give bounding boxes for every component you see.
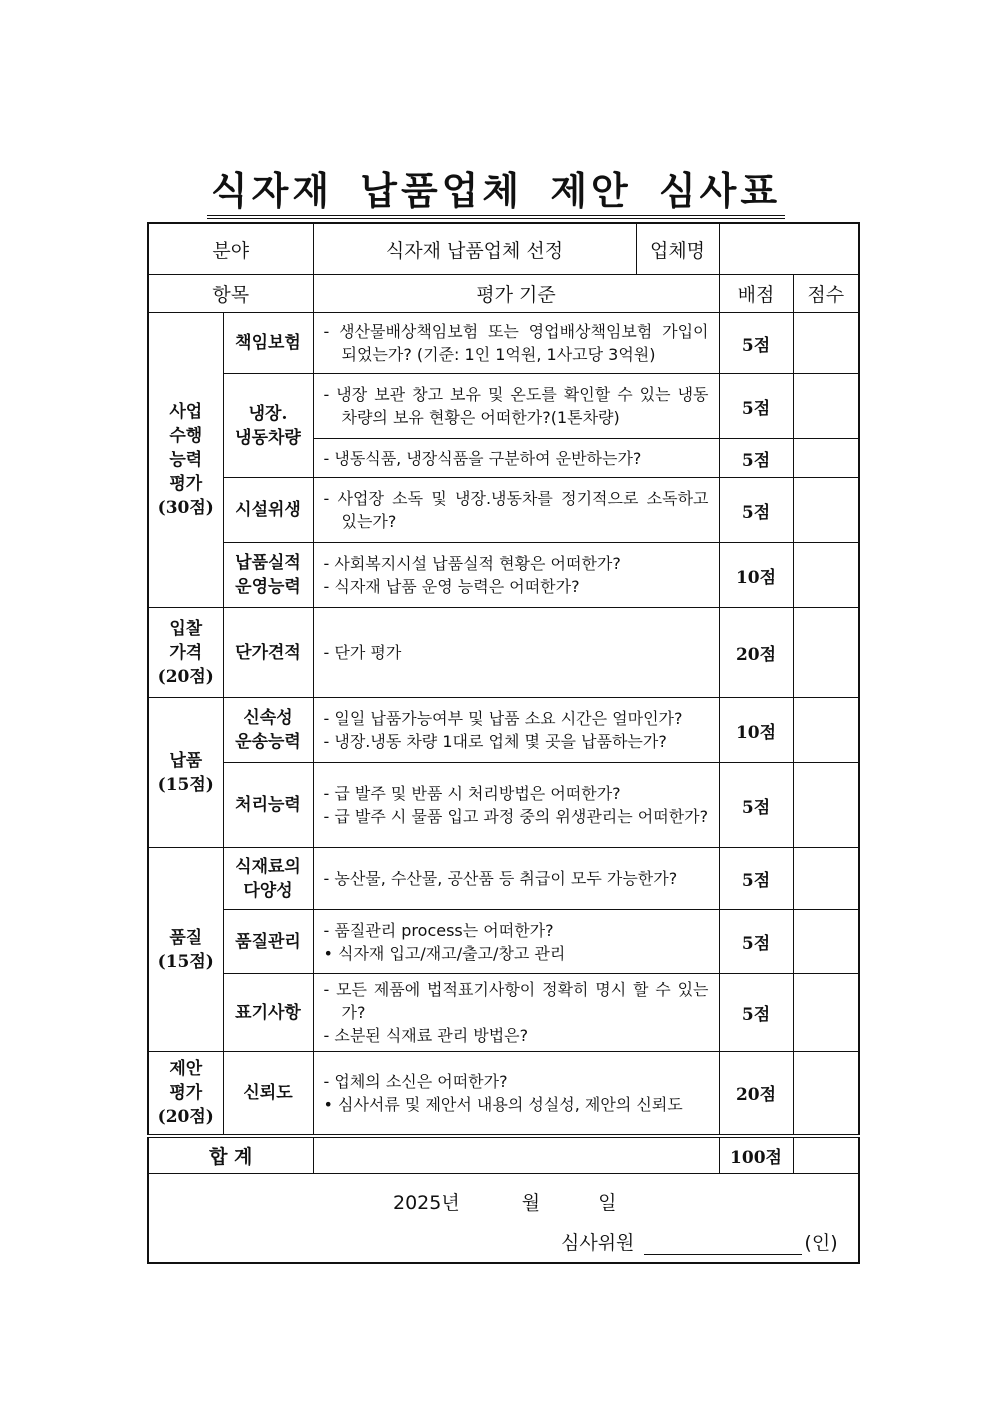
criteria-line: - 모든 제품에 법적표기사항이 정확히 명시 할 수 있는가? xyxy=(323,980,709,1022)
criteria-cell xyxy=(313,910,719,974)
col-item-header: 항목 xyxy=(148,275,313,313)
field-label: 분야 xyxy=(148,223,313,275)
column-header-row xyxy=(148,275,859,313)
table-row xyxy=(148,974,859,1052)
allocation-cell: 5점 xyxy=(719,439,793,478)
criteria-line: - 생산물배상책임보험 또는 영업배상책임보험 가입이 되었는가? (기준: 1인 1억원, 1사고당 3억원) xyxy=(323,322,709,364)
table-row xyxy=(148,1052,859,1136)
header-row xyxy=(148,223,859,275)
total-empty xyxy=(313,1136,719,1174)
allocation-cell: 10점 xyxy=(719,698,793,763)
score-input-cell[interactable] xyxy=(793,478,859,543)
item-name-line: 표기사항 xyxy=(235,1002,301,1023)
criteria-line: - 냉동식품, 냉장식품을 구분하여 운반하는가? xyxy=(323,448,642,468)
item-name-cell xyxy=(223,698,313,763)
score-input-cell[interactable] xyxy=(793,439,859,478)
item-name-line: 운영능력 xyxy=(235,577,301,597)
item-name-cell xyxy=(223,608,313,698)
document-title-text: 식자재 납품업체 제안 심사표 xyxy=(207,168,785,219)
item-name-cell xyxy=(223,848,313,910)
criteria-cell xyxy=(313,608,719,698)
criteria-cell xyxy=(313,439,719,478)
reviewer-label: 심사위원 xyxy=(561,1232,635,1254)
criteria-line: - 소분된 식재료 관리 방법은? xyxy=(323,1026,529,1045)
document-title xyxy=(0,160,992,215)
criteria-line: - 일일 납품가능여부 및 납품 소요 시간은 얼마인가? xyxy=(323,709,683,728)
company-label: 업체명 xyxy=(636,224,719,274)
criteria-cell xyxy=(313,974,719,1052)
table-row xyxy=(148,848,859,910)
criteria-cell xyxy=(313,698,719,763)
item-name-cell xyxy=(223,974,313,1052)
col-allocation-header: 배점 xyxy=(719,275,793,313)
criteria-cell xyxy=(313,478,719,543)
category-label-line: (30점) xyxy=(157,498,214,518)
category-label-line: 입찰 xyxy=(169,618,203,639)
score-input-cell[interactable] xyxy=(793,374,859,439)
item-name-cell xyxy=(223,478,313,543)
col-score-header: 점수 xyxy=(793,275,859,313)
criteria-line: - 업체의 소신은 어떠한가? xyxy=(323,1071,508,1091)
table-row xyxy=(148,608,859,698)
item-name-line: 신속성 xyxy=(243,708,293,728)
category-label-line: 평가 xyxy=(169,474,203,494)
company-name-field[interactable] xyxy=(719,223,859,275)
allocation-cell: 5점 xyxy=(719,848,793,910)
criteria-cell xyxy=(313,763,719,848)
criteria-cell xyxy=(313,543,719,608)
score-input-cell[interactable] xyxy=(793,763,859,848)
total-allocation: 100점 xyxy=(719,1136,793,1174)
category-cell xyxy=(148,1052,223,1136)
criteria-cell xyxy=(313,374,719,439)
item-name-cell xyxy=(223,1052,313,1136)
item-name-line: 책임보험 xyxy=(235,333,301,353)
total-score-input[interactable] xyxy=(793,1136,859,1174)
table-row xyxy=(148,543,859,608)
item-name-cell xyxy=(223,910,313,974)
category-label-line: 수행 xyxy=(169,426,203,446)
category-label-line: 납품 xyxy=(169,750,203,771)
category-label-line: 제안 xyxy=(169,1058,203,1079)
criteria-line: - 품질관리 process는 어떠한가? xyxy=(323,920,554,940)
table-row xyxy=(148,313,859,374)
criteria-line: - 급 발주 시 물품 입고 과정 중의 위생관리는 어떠한가? xyxy=(323,807,709,826)
allocation-cell: 5점 xyxy=(719,478,793,543)
allocation-cell: 5점 xyxy=(719,374,793,439)
item-name-line: 납품실적 xyxy=(235,553,301,573)
category-label-line: 가격 xyxy=(169,642,203,663)
item-name-cell xyxy=(223,763,313,848)
score-input-cell[interactable] xyxy=(793,698,859,763)
item-name-line: 냉장. xyxy=(248,403,288,424)
category-cell xyxy=(148,698,223,848)
criteria-cell xyxy=(313,848,719,910)
date-day[interactable]: 일 xyxy=(598,1192,617,1214)
criteria-line: - 냉장.냉동 차량 1대로 업체 몇 곳을 납품하는가? xyxy=(323,732,667,751)
item-name-line: 단가견적 xyxy=(235,642,301,663)
criteria-line: - 농산물, 수산물, 공산품 등 취급이 모두 가능한가? xyxy=(323,869,678,888)
signature-line xyxy=(561,1228,838,1255)
item-name-cell xyxy=(223,374,313,478)
field-value: 식자재 납품업체 선정 xyxy=(385,239,564,262)
allocation-cell: 5점 xyxy=(719,313,793,374)
score-input-cell[interactable] xyxy=(793,543,859,608)
category-label-line: (15점) xyxy=(157,774,214,795)
allocation-cell: 5점 xyxy=(719,974,793,1052)
criteria-line: • 심사서류 및 제안서 내용의 성실성, 제안의 신뢰도 xyxy=(323,1094,683,1114)
item-name-line: 식재료의 xyxy=(235,856,301,877)
score-input-cell[interactable] xyxy=(793,910,859,974)
score-input-cell[interactable] xyxy=(793,848,859,910)
total-label: 합 계 xyxy=(148,1136,313,1174)
footer-row xyxy=(148,1174,859,1264)
total-row xyxy=(148,1136,859,1174)
criteria-line: - 사업장 소독 및 냉장.냉동차를 정기적으로 소독하고 있는가? xyxy=(323,489,709,531)
item-name-line: 냉동차량 xyxy=(235,427,301,448)
score-input-cell[interactable] xyxy=(793,1052,859,1136)
score-input-cell[interactable] xyxy=(793,313,859,374)
category-label-line: 평가 xyxy=(169,1082,203,1103)
category-cell xyxy=(148,313,223,608)
category-cell xyxy=(148,608,223,698)
category-label-line: (15점) xyxy=(157,951,214,972)
category-label-line: 품질 xyxy=(169,927,203,948)
item-name-line: 시설위생 xyxy=(235,500,301,520)
signature-field[interactable] xyxy=(644,1234,802,1255)
field-value-cell xyxy=(313,223,719,275)
score-input-cell[interactable] xyxy=(793,974,859,1052)
evaluation-table xyxy=(147,222,860,1264)
criteria-line: - 사회복지시설 납품실적 현황은 어떠한가? xyxy=(323,554,621,573)
criteria-cell xyxy=(313,313,719,374)
footer-cell xyxy=(148,1174,859,1264)
allocation-cell: 10점 xyxy=(719,543,793,608)
item-name-line: 품질관리 xyxy=(235,931,301,952)
item-name-line: 운송능력 xyxy=(235,732,301,752)
item-name-cell xyxy=(223,543,313,608)
criteria-line: - 식자재 납품 운영 능력은 어떠한가? xyxy=(323,577,580,596)
category-label-line: (20점) xyxy=(157,1106,214,1127)
item-name-line: 다양성 xyxy=(243,880,293,901)
date-year: 2025년 xyxy=(393,1192,460,1214)
table-row xyxy=(148,763,859,848)
seal-mark: (인) xyxy=(804,1232,838,1254)
allocation-cell: 5점 xyxy=(719,910,793,974)
allocation-cell: 20점 xyxy=(719,1052,793,1136)
table-row xyxy=(148,910,859,974)
criteria-line: - 냉장 보관 창고 보유 및 온도를 확인할 수 있는 냉동 차량의 보유 현황은 어떠한가?(1톤차량) xyxy=(323,385,709,427)
footer-area xyxy=(149,1174,858,1262)
date-line xyxy=(393,1188,616,1215)
criteria-line: • 식자재 입고/재고/출고/창고 관리 xyxy=(323,943,566,963)
criteria-cell xyxy=(313,1052,719,1136)
item-name-line: 신뢰도 xyxy=(243,1082,293,1103)
category-label-line: (20점) xyxy=(157,666,214,687)
allocation-cell: 20점 xyxy=(719,608,793,698)
table-row xyxy=(148,478,859,543)
item-name-line: 처리능력 xyxy=(235,795,301,815)
category-label-line: 능력 xyxy=(169,450,203,470)
criteria-line: - 급 발주 및 반품 시 처리방법은 어떠한가? xyxy=(323,784,621,803)
criteria-line: - 단가 평가 xyxy=(323,643,402,662)
table-row xyxy=(148,698,859,763)
date-month[interactable]: 월 xyxy=(521,1192,541,1214)
allocation-cell: 5점 xyxy=(719,763,793,848)
col-criteria-header: 평가 기준 xyxy=(313,275,719,313)
category-label-line: 사업 xyxy=(169,402,203,422)
category-cell xyxy=(148,848,223,1052)
table-row xyxy=(148,374,859,439)
item-name-cell xyxy=(223,313,313,374)
score-input-cell[interactable] xyxy=(793,608,859,698)
